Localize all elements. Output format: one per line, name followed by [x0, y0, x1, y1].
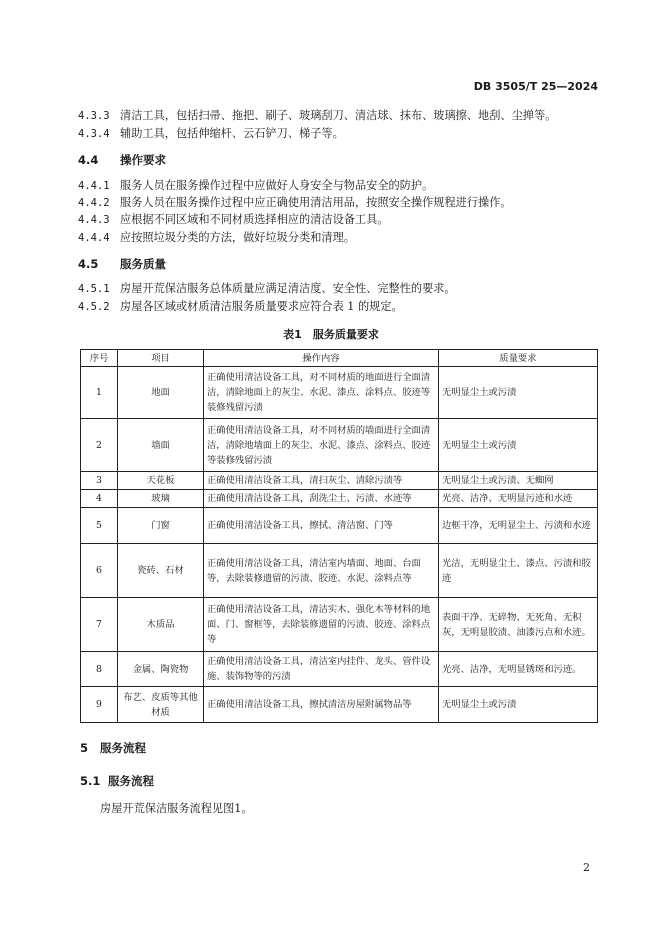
section-title: 服务流程 — [108, 774, 154, 788]
cell-no: 4 — [81, 490, 118, 508]
cell-item: 墙面 — [118, 419, 204, 472]
cell-item: 木质品 — [118, 598, 204, 652]
cell-operation: 正确使用清洁设备工具，清洁室内墙面、地面、台面等，去除装修遗留的污渍、胶迹、水泥、涂料点等 — [204, 544, 439, 598]
cell-item: 门窗 — [118, 508, 204, 544]
clause-text: 服务人员在服务操作过程中应正确使用清洁用品，按照安全操作规程进行操作。 — [120, 196, 512, 209]
cell-requirement: 无明显尘土或污渍 — [439, 367, 598, 419]
cell-requirement: 无明显尘土或污渍、无蜘网 — [439, 472, 598, 490]
section-heading-4-5 — [78, 257, 166, 271]
cell-operation: 正确使用清洁设备工具，清洁实木、强化木等材料的地面、门、窗框等，去除装修遗留的污渍、胶迹、涂料点等 — [204, 598, 439, 652]
cell-no: 5 — [81, 508, 118, 544]
cell-requirement: 无明显尘土或污渍 — [439, 687, 598, 723]
header-operation: 操作内容 — [204, 350, 439, 367]
cell-no: 7 — [81, 598, 118, 652]
table-row — [81, 472, 598, 490]
document-code: DB 3505/T 25—2024 — [473, 80, 598, 93]
cell-requirement: 表面干净、无碎物、无死角、无积灰，无明显胶渍、油漆污点和水迹。 — [439, 598, 598, 652]
cell-item: 金属、陶瓷物 — [118, 652, 204, 687]
clause-text: 房屋各区域或材质清洁服务质量要求应符合表 1 的规定。 — [120, 300, 403, 313]
header-no: 序号 — [81, 350, 118, 367]
cell-operation: 正确使用清洁设备工具，刮洗尘土、污渍、水迹等 — [204, 490, 439, 508]
cell-operation: 正确使用清洁设备工具，擦拭清洁房屋附属物品等 — [204, 687, 439, 723]
table-row — [81, 544, 598, 598]
clause-4-4-4 — [78, 231, 355, 245]
clause-number: 4.4.4 — [78, 232, 110, 244]
cell-item: 地面 — [118, 367, 204, 419]
page-number: 2 — [583, 861, 590, 874]
clause-number: 4.4.2 — [78, 197, 110, 209]
clause-4-4-3 — [78, 213, 389, 227]
table-row — [81, 652, 598, 687]
cell-no: 9 — [81, 687, 118, 723]
clause-4-4-1 — [78, 179, 433, 193]
cell-no: 6 — [81, 544, 118, 598]
clause-text: 应按照垃圾分类的方法，做好垃圾分类和清理。 — [120, 231, 355, 244]
table-title: 表1 服务质量要求 — [283, 328, 379, 341]
cell-operation: 正确使用清洁设备工具，对不同材质的地面进行全面清洁，清除地面上的灰尘、水泥、漆点、涂料点、胶迹等装修残留污渍 — [204, 367, 439, 419]
section-number: 5.1 — [80, 774, 101, 788]
clause-number: 4.4.3 — [78, 214, 110, 226]
section-title: 操作要求 — [120, 153, 166, 167]
section-number: 4.5 — [78, 257, 99, 271]
cell-requirement: 光亮、洁净，无明显锈斑和污迹。 — [439, 652, 598, 687]
cell-requirement: 光亮、洁净、无明显污迹和水迹 — [439, 490, 598, 508]
paragraph-5-1: 房屋开荒保洁服务流程见图1。 — [100, 802, 253, 815]
clause-text: 辅助工具，包括伸缩杆、云石铲刀、梯子等。 — [120, 127, 344, 140]
section-title: 服务流程 — [100, 741, 146, 755]
table-row — [81, 490, 598, 508]
header-requirement: 质量要求 — [439, 350, 598, 367]
cell-item: 布艺、皮质等其他材质 — [118, 687, 204, 723]
clause-4-3-3 — [78, 109, 556, 123]
clause-number: 4.3.4 — [78, 128, 110, 140]
table-row — [81, 598, 598, 652]
clause-4-3-4 — [78, 127, 344, 141]
section-heading-5-1 — [80, 774, 154, 788]
clause-4-5-2 — [78, 300, 403, 314]
cell-item: 瓷砖、石材 — [118, 544, 204, 598]
clause-4-4-2 — [78, 196, 512, 210]
cell-item: 天花板 — [118, 472, 204, 490]
clause-number: 4.4.1 — [78, 180, 110, 192]
clause-text: 清洁工具，包括扫帚、拖把、刷子、玻璃刮刀、清洁球、抹布、玻璃擦、地刮、尘掸等。 — [120, 109, 557, 122]
clause-number: 4.3.3 — [78, 110, 110, 122]
cell-operation: 正确使用清洁设备工具，擦拭、清洁窗、门等 — [204, 508, 439, 544]
clause-number: 4.5.1 — [78, 283, 110, 295]
clause-4-5-1 — [78, 282, 456, 296]
table-row — [81, 687, 598, 723]
table-row — [81, 508, 598, 544]
cell-operation: 正确使用清洁设备工具，清洁室内挂件、龙头、管件设施、装饰物等的污渍 — [204, 652, 439, 687]
cell-requirement: 无明显尘土或污渍 — [439, 419, 598, 472]
table-row — [81, 367, 598, 419]
cell-item: 玻璃 — [118, 490, 204, 508]
cell-no: 3 — [81, 472, 118, 490]
section-title: 服务质量 — [120, 257, 166, 271]
clause-text: 服务人员在服务操作过程中应做好人身安全与物品安全的防护。 — [120, 179, 434, 192]
table-row — [81, 419, 598, 472]
table-header-row — [81, 350, 598, 367]
clause-text: 应根据不同区域和不同材质选择相应的清洁设备工具。 — [120, 213, 389, 226]
cell-requirement: 光洁，无明显尘土、漆点、污渍和胶迹 — [439, 544, 598, 598]
clause-text: 房屋开荒保洁服务总体质量应满足清洁度、安全性、完整性的要求。 — [120, 282, 456, 295]
cell-no: 1 — [81, 367, 118, 419]
cell-no: 2 — [81, 419, 118, 472]
cell-operation: 正确使用清洁设备工具，清扫灰尘、清除污渍等 — [204, 472, 439, 490]
cell-operation: 正确使用清洁设备工具，对不同材质的墙面进行全面清洁，清除地墙面上的灰尘、水泥、漆点、涂料点、胶迹等装修残留污渍 — [204, 419, 439, 472]
header-item: 项目 — [118, 350, 204, 367]
cell-requirement: 边框干净，无明显尘土、污渍和水迹 — [439, 508, 598, 544]
quality-table — [80, 349, 598, 723]
clause-number: 4.5.2 — [78, 301, 110, 313]
section-heading-5 — [80, 741, 146, 755]
section-number: 4.4 — [78, 153, 99, 167]
section-heading-4-4 — [78, 153, 166, 167]
cell-no: 8 — [81, 652, 118, 687]
section-number: 5 — [80, 741, 89, 755]
